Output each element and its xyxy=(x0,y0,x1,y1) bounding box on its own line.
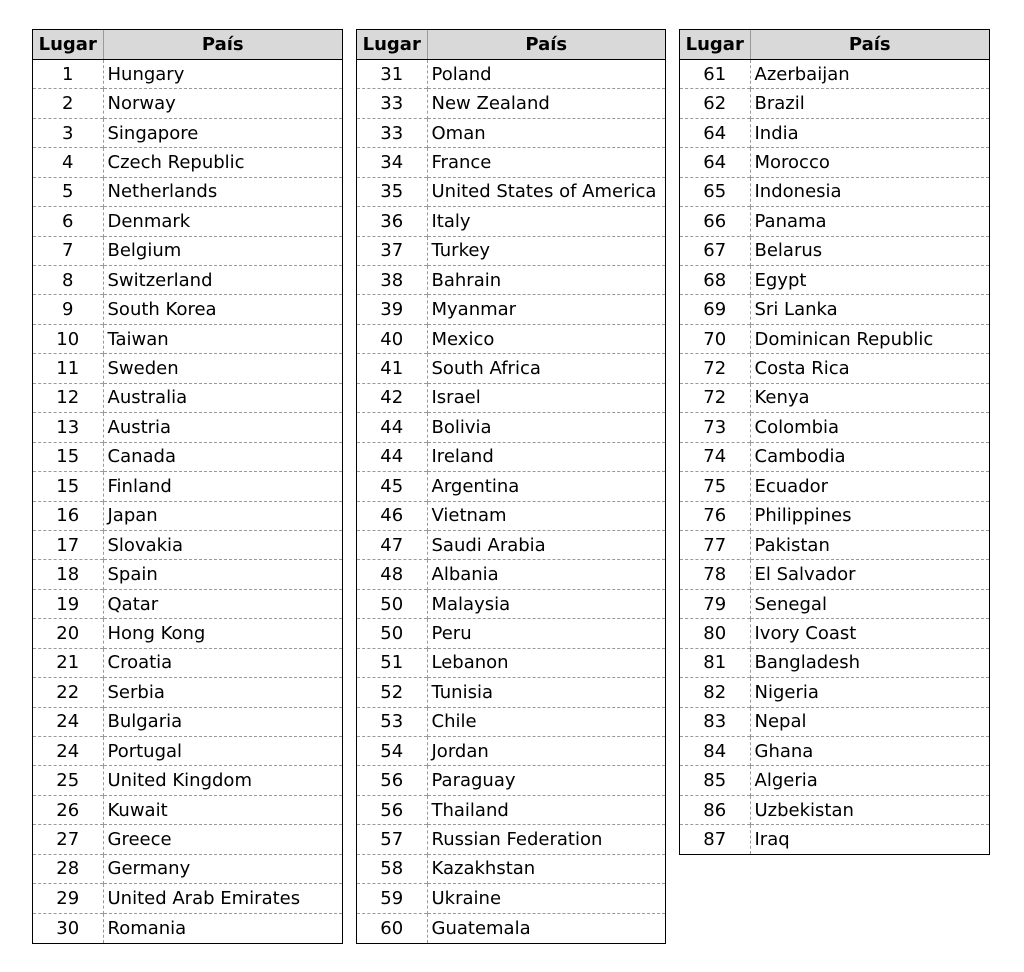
rank-cell: 22 xyxy=(33,678,103,707)
table-row xyxy=(357,148,665,177)
table-row xyxy=(33,383,342,412)
rank-cell: 46 xyxy=(357,501,427,530)
table-row xyxy=(33,589,342,618)
rank-cell: 35 xyxy=(357,177,427,206)
table-row xyxy=(680,707,989,736)
rank-cell: 28 xyxy=(33,854,103,883)
country-cell: Oman xyxy=(427,118,665,147)
country-cell: El Salvador xyxy=(750,560,989,589)
country-cell: United Kingdom xyxy=(103,766,342,795)
rank-cell: 84 xyxy=(680,737,750,766)
table-row xyxy=(357,501,665,530)
rank-cell: 72 xyxy=(680,354,750,383)
rank-cell: 61 xyxy=(680,59,750,88)
rank-cell: 65 xyxy=(680,177,750,206)
table-row xyxy=(33,413,342,442)
table-row xyxy=(680,89,989,118)
table-row xyxy=(680,118,989,147)
country-cell: Israel xyxy=(427,383,665,412)
country-cell: Pakistan xyxy=(750,530,989,559)
rank-cell: 50 xyxy=(357,589,427,618)
country-cell: Finland xyxy=(103,472,342,501)
table-row xyxy=(680,177,989,206)
country-cell: Germany xyxy=(103,854,342,883)
rank-cell: 36 xyxy=(357,207,427,236)
rank-cell: 69 xyxy=(680,295,750,324)
country-cell: Slovakia xyxy=(103,530,342,559)
country-cell: Kuwait xyxy=(103,795,342,824)
header-country: País xyxy=(750,30,989,59)
rank-cell: 30 xyxy=(33,913,103,942)
table-row xyxy=(680,266,989,295)
country-cell: Chile xyxy=(427,707,665,736)
header-rank: Lugar xyxy=(357,30,427,59)
table-row xyxy=(33,884,342,913)
table-row xyxy=(680,530,989,559)
table-row xyxy=(357,207,665,236)
country-cell: Italy xyxy=(427,207,665,236)
rank-cell: 31 xyxy=(357,59,427,88)
rank-cell: 29 xyxy=(33,884,103,913)
table-row xyxy=(680,737,989,766)
rank-cell: 74 xyxy=(680,442,750,471)
country-cell: Belarus xyxy=(750,236,989,265)
table-header-row xyxy=(357,30,665,59)
country-cell: Azerbaijan xyxy=(754,63,850,85)
table-row xyxy=(680,413,989,442)
table-row xyxy=(357,59,665,88)
country-cell: Sweden xyxy=(103,354,342,383)
rank-cell: 52 xyxy=(357,678,427,707)
table-row xyxy=(680,59,989,88)
rank-cell: 80 xyxy=(680,619,750,648)
rank-cell: 59 xyxy=(357,884,427,913)
table-row xyxy=(33,619,342,648)
rank-cell: 79 xyxy=(680,589,750,618)
ranking-table-2 xyxy=(357,30,665,943)
table-row xyxy=(357,442,665,471)
country-cell: Romania xyxy=(103,913,342,942)
country-cell: Australia xyxy=(103,383,342,412)
country-cell: Switzerland xyxy=(103,266,342,295)
table-header-row xyxy=(680,30,989,59)
table-row xyxy=(357,648,665,677)
table-row xyxy=(357,795,665,824)
table-row xyxy=(357,266,665,295)
rank-cell: 81 xyxy=(680,648,750,677)
table-row xyxy=(357,354,665,383)
country-cell: South Korea xyxy=(103,295,342,324)
table-row xyxy=(680,207,989,236)
rank-cell: 39 xyxy=(357,295,427,324)
table-row xyxy=(33,118,342,147)
table-row xyxy=(680,148,989,177)
table-row xyxy=(680,236,989,265)
table-row xyxy=(33,648,342,677)
rank-cell: 51 xyxy=(357,648,427,677)
table-row xyxy=(33,324,342,353)
country-cell: Albania xyxy=(427,560,665,589)
table-row xyxy=(33,295,342,324)
country-cell: Norway xyxy=(103,89,342,118)
table-row xyxy=(33,795,342,824)
table-header-row xyxy=(33,30,342,59)
rank-cell: 15 xyxy=(33,442,103,471)
rank-cell: 2 xyxy=(33,89,103,118)
rank-cell: 48 xyxy=(357,560,427,589)
header-rank: Lugar xyxy=(680,30,750,59)
table-row xyxy=(357,854,665,883)
table-row xyxy=(357,177,665,206)
country-cell: Kazakhstan xyxy=(427,854,665,883)
country-cell: Bahrain xyxy=(427,266,665,295)
rank-cell: 68 xyxy=(680,266,750,295)
rank-cell: 58 xyxy=(357,854,427,883)
rank-cell: 38 xyxy=(357,266,427,295)
rank-cell: 33 xyxy=(357,118,427,147)
table-row xyxy=(680,383,989,412)
rank-cell: 3 xyxy=(33,118,103,147)
country-cell: Turkey xyxy=(427,236,665,265)
country-cell: Ireland xyxy=(427,442,665,471)
country-cell: Kenya xyxy=(750,383,989,412)
table-row xyxy=(357,295,665,324)
country-cell: Vietnam xyxy=(427,501,665,530)
rank-cell: 33 xyxy=(357,89,427,118)
rank-cell: 27 xyxy=(33,825,103,854)
rank-cell: 70 xyxy=(680,324,750,353)
table-row xyxy=(357,766,665,795)
country-cell: Panama xyxy=(750,207,989,236)
rank-cell: 50 xyxy=(357,619,427,648)
header-country: País xyxy=(427,30,665,59)
country-cell: Dominican Republic xyxy=(750,324,989,353)
rank-cell: 54 xyxy=(357,737,427,766)
rank-cell: 67 xyxy=(680,236,750,265)
country-cell: Serbia xyxy=(103,678,342,707)
table-row xyxy=(357,560,665,589)
table-row xyxy=(680,354,989,383)
table-row xyxy=(33,236,342,265)
table-row xyxy=(33,854,342,883)
table-row xyxy=(680,295,989,324)
country-cell: Poland xyxy=(431,63,492,85)
rank-cell: 37 xyxy=(357,236,427,265)
rank-cell: 77 xyxy=(680,530,750,559)
rank-cell: 75 xyxy=(680,472,750,501)
table-row xyxy=(33,472,342,501)
rank-cell: 64 xyxy=(680,118,750,147)
country-cell: Paraguay xyxy=(427,766,665,795)
table-row xyxy=(33,913,342,942)
country-cell: Argentina xyxy=(427,472,665,501)
country-cell: Ivory Coast xyxy=(750,619,989,648)
country-cell: Philippines xyxy=(750,501,989,530)
rank-cell: 73 xyxy=(680,413,750,442)
country-cell: Bangladesh xyxy=(750,648,989,677)
table-row xyxy=(357,383,665,412)
rank-cell: 56 xyxy=(357,766,427,795)
table-row xyxy=(680,472,989,501)
table-row xyxy=(357,118,665,147)
country-cell: Malaysia xyxy=(427,589,665,618)
table-row xyxy=(33,501,342,530)
rank-cell: 41 xyxy=(357,354,427,383)
table-row xyxy=(357,89,665,118)
table-row xyxy=(680,442,989,471)
rank-cell: 47 xyxy=(357,530,427,559)
table-row xyxy=(33,207,342,236)
country-cell: Ecuador xyxy=(750,472,989,501)
rank-cell: 82 xyxy=(680,678,750,707)
table-row xyxy=(680,766,989,795)
rank-cell: 45 xyxy=(357,472,427,501)
table-row xyxy=(357,619,665,648)
country-cell: Colombia xyxy=(750,413,989,442)
country-cell: Bulgaria xyxy=(103,707,342,736)
rank-cell: 34 xyxy=(357,148,427,177)
country-cell: Qatar xyxy=(103,589,342,618)
country-cell: Saudi Arabia xyxy=(427,530,665,559)
country-cell: Portugal xyxy=(103,737,342,766)
country-cell: Myanmar xyxy=(427,295,665,324)
country-cell: Guatemala xyxy=(427,913,665,942)
table-row xyxy=(680,324,989,353)
table-row xyxy=(680,501,989,530)
country-cell: United Arab Emirates xyxy=(103,884,342,913)
country-cell: Greece xyxy=(103,825,342,854)
country-cell: Hong Kong xyxy=(103,619,342,648)
rank-cell: 64 xyxy=(680,148,750,177)
country-cell: Japan xyxy=(103,501,342,530)
rank-cell: 26 xyxy=(33,795,103,824)
country-cell: Uzbekistan xyxy=(750,795,989,824)
rank-cell: 17 xyxy=(33,530,103,559)
table-row xyxy=(357,472,665,501)
country-cell: Austria xyxy=(103,413,342,442)
rank-cell: 5 xyxy=(33,177,103,206)
country-cell: Spain xyxy=(103,560,342,589)
table-row xyxy=(33,737,342,766)
ranking-table-3 xyxy=(680,30,989,854)
table-row xyxy=(680,795,989,824)
table-row xyxy=(357,324,665,353)
rank-cell: 78 xyxy=(680,560,750,589)
rank-cell: 76 xyxy=(680,501,750,530)
rank-cell: 7 xyxy=(33,236,103,265)
country-cell: Belgium xyxy=(103,236,342,265)
country-cell: Croatia xyxy=(103,648,342,677)
rank-cell: 9 xyxy=(33,295,103,324)
country-cell: Taiwan xyxy=(103,324,342,353)
country-cell: Czech Republic xyxy=(103,148,342,177)
rank-cell: 24 xyxy=(33,737,103,766)
table-row xyxy=(357,737,665,766)
country-cell: Jordan xyxy=(427,737,665,766)
country-cell: Peru xyxy=(427,619,665,648)
table-row xyxy=(680,648,989,677)
country-cell: Ukraine xyxy=(427,884,665,913)
rank-cell: 24 xyxy=(33,707,103,736)
rank-cell: 16 xyxy=(33,501,103,530)
rank-cell: 6 xyxy=(33,207,103,236)
table-row xyxy=(357,825,665,854)
table-row xyxy=(33,148,342,177)
table-row xyxy=(357,913,665,942)
table-row xyxy=(33,825,342,854)
table-row xyxy=(357,678,665,707)
table-row xyxy=(680,825,989,854)
table-row xyxy=(680,678,989,707)
rank-cell: 87 xyxy=(680,825,750,854)
country-cell: Cambodia xyxy=(750,442,989,471)
country-cell: Costa Rica xyxy=(750,354,989,383)
country-cell: United States of America xyxy=(427,177,665,206)
country-cell: Ghana xyxy=(750,737,989,766)
country-cell: Egypt xyxy=(750,266,989,295)
country-cell: Brazil xyxy=(750,89,989,118)
table-row xyxy=(33,177,342,206)
table-row xyxy=(33,266,342,295)
table-row xyxy=(357,236,665,265)
table-row xyxy=(33,442,342,471)
rank-cell: 18 xyxy=(33,560,103,589)
table-row xyxy=(357,707,665,736)
table-row xyxy=(357,413,665,442)
table-row xyxy=(33,707,342,736)
country-cell: Lebanon xyxy=(427,648,665,677)
country-cell: Nigeria xyxy=(750,678,989,707)
country-cell: Morocco xyxy=(750,148,989,177)
country-cell: Netherlands xyxy=(103,177,342,206)
rank-cell: 44 xyxy=(357,442,427,471)
rank-cell: 57 xyxy=(357,825,427,854)
rank-cell: 42 xyxy=(357,383,427,412)
table-row xyxy=(33,89,342,118)
table-row xyxy=(357,530,665,559)
rank-cell: 25 xyxy=(33,766,103,795)
country-cell: Thailand xyxy=(427,795,665,824)
header-country: País xyxy=(103,30,342,59)
country-cell: Hungary xyxy=(107,63,185,85)
ranking-table-1 xyxy=(33,30,342,943)
country-cell: Mexico xyxy=(427,324,665,353)
rank-cell: 66 xyxy=(680,207,750,236)
rank-cell: 44 xyxy=(357,413,427,442)
country-cell: Denmark xyxy=(103,207,342,236)
rank-cell: 11 xyxy=(33,354,103,383)
country-cell: Russian Federation xyxy=(427,825,665,854)
table-row xyxy=(357,589,665,618)
country-cell: Singapore xyxy=(103,118,342,147)
rank-cell: 72 xyxy=(680,383,750,412)
table-row xyxy=(33,530,342,559)
rank-cell: 12 xyxy=(33,383,103,412)
rank-cell: 40 xyxy=(357,324,427,353)
header-rank: Lugar xyxy=(33,30,103,59)
country-cell: India xyxy=(750,118,989,147)
country-cell: Tunisia xyxy=(427,678,665,707)
country-cell: Algeria xyxy=(750,766,989,795)
rank-cell: 19 xyxy=(33,589,103,618)
rank-cell: 13 xyxy=(33,413,103,442)
table-row xyxy=(357,884,665,913)
rank-cell: 85 xyxy=(680,766,750,795)
table-row xyxy=(680,619,989,648)
country-cell: Canada xyxy=(103,442,342,471)
table-row xyxy=(33,59,342,88)
country-cell: South Africa xyxy=(427,354,665,383)
rank-cell: 15 xyxy=(33,472,103,501)
table-row xyxy=(680,589,989,618)
country-cell: Iraq xyxy=(750,825,989,854)
rank-cell: 62 xyxy=(680,89,750,118)
table-row xyxy=(33,766,342,795)
table-row xyxy=(680,560,989,589)
rank-cell: 83 xyxy=(680,707,750,736)
rank-cell: 56 xyxy=(357,795,427,824)
country-cell: New Zealand xyxy=(427,89,665,118)
country-cell: France xyxy=(427,148,665,177)
rank-cell: 53 xyxy=(357,707,427,736)
country-cell: Senegal xyxy=(750,589,989,618)
country-cell: Sri Lanka xyxy=(750,295,989,324)
rank-cell: 21 xyxy=(33,648,103,677)
country-cell: Bolivia xyxy=(427,413,665,442)
country-cell: Indonesia xyxy=(750,177,989,206)
rank-cell: 8 xyxy=(33,266,103,295)
rank-cell: 1 xyxy=(33,59,103,88)
rank-cell: 60 xyxy=(357,913,427,942)
table-row xyxy=(33,678,342,707)
rank-cell: 4 xyxy=(33,148,103,177)
rank-cell: 20 xyxy=(33,619,103,648)
table-row xyxy=(33,560,342,589)
country-cell: Nepal xyxy=(750,707,989,736)
table-row xyxy=(33,354,342,383)
rank-cell: 10 xyxy=(33,324,103,353)
rank-cell: 86 xyxy=(680,795,750,824)
